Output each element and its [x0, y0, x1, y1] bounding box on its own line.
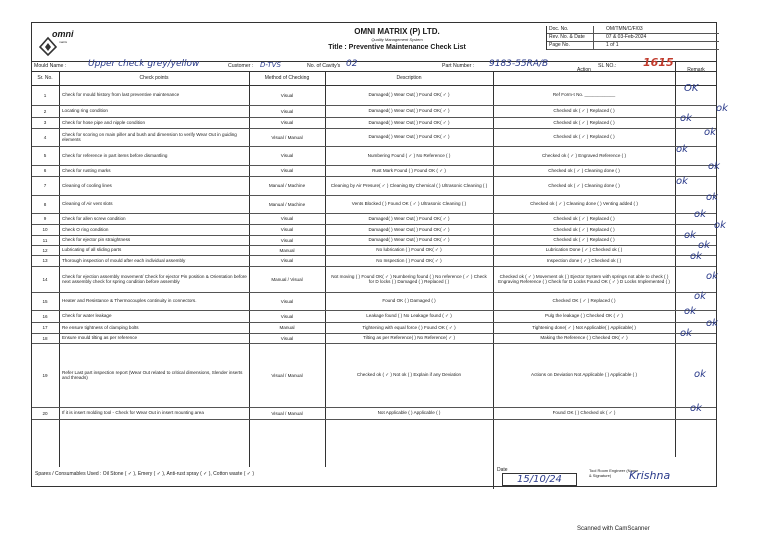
- row-action: Pulg the leakage ( ) Checked OK ( ✓ ): [545, 313, 623, 319]
- row-sn: 3: [43, 120, 47, 125]
- col-method: Method of Checking: [264, 75, 310, 81]
- row-action: Checked ok ( ✓ ) Cleaning done ( ) Venting added ( ): [530, 201, 638, 207]
- row-remark: ok: [694, 208, 706, 220]
- row-action: Checked ok ( ✓ ) Engraved Reference ( ): [541, 152, 627, 158]
- row-method: Visual: [280, 168, 294, 173]
- col-action: Action: [577, 67, 591, 73]
- row-method: Visual / Manual: [271, 410, 303, 416]
- doc-row: [547, 42, 719, 50]
- form-footer: [32, 467, 716, 487]
- row-check-point: Check for ejection assembly movement/ Check for ejector Pin position & Orientation before next assembly check for spring condition before assembly: [62, 273, 247, 284]
- row-check-point: Heater and Resistance & Thermocouples continuity in connectors.: [62, 298, 197, 304]
- doc-value: OM/TMN/C/F/03: [606, 26, 643, 32]
- logo-text: omni: [52, 29, 74, 39]
- row-method: Manual: [279, 325, 295, 330]
- row-check-point: Re ensure tightness of clamping bolts: [62, 324, 139, 330]
- row-remark: ok: [680, 328, 692, 339]
- row-remark: ok: [706, 317, 718, 329]
- row-action: Checked OK ( ✓ ) Replaced ( ): [552, 298, 616, 304]
- row-sn: 5: [43, 153, 47, 158]
- row-check-point: Lubricating of all sliding parts: [62, 247, 122, 253]
- col-check-points: Check points: [139, 75, 169, 81]
- row-method: Visual: [280, 335, 294, 341]
- checklist-sheet: [31, 22, 728, 487]
- doc-key: Page No.: [547, 42, 594, 49]
- row-method: Visual: [280, 298, 294, 304]
- doc-value: 07 & 03-Feb-2024: [606, 34, 647, 40]
- row-method: Visual: [280, 216, 294, 221]
- doc-row: [547, 26, 719, 34]
- row-check-point: Check for water leakage: [62, 313, 112, 319]
- row-action: Ref Form-t No. ____________: [552, 92, 616, 98]
- row-method: Manual: [279, 247, 295, 253]
- row-action: Checked ok ( ✓ ) Replaced ( ): [553, 134, 615, 140]
- part-number-value: 9183-55RA/B: [489, 59, 549, 69]
- company-name: OMNI MATRIX (P) LTD.: [354, 27, 440, 36]
- doc-value: 1 of 1: [606, 42, 619, 48]
- row-remark: ok: [694, 369, 706, 380]
- row-action: Checked ok ( ✓ ) Replaced ( ): [553, 215, 615, 221]
- table-row: [32, 292, 716, 311]
- row-sn: 15: [42, 298, 48, 304]
- row-check-point: If it is insert molding tool - Check for Wear Out in insert mounting area: [62, 410, 204, 416]
- row-sn: 8: [43, 201, 47, 207]
- table-row: [32, 343, 716, 408]
- row-action: Checked ok ( ✓ ) Cleaning done ( ): [548, 167, 620, 173]
- row-remark-cell: [676, 403, 716, 419]
- row-description: Damaged( ) Wear Out( ) Found OK( ✓ ): [368, 134, 450, 140]
- row-sn: 10: [42, 227, 48, 232]
- column-header-row: [32, 67, 716, 86]
- doc-control-box: [546, 26, 719, 50]
- row-sn: 17: [42, 325, 48, 330]
- row-remark: ok: [676, 143, 688, 155]
- row-sn: 20: [42, 410, 48, 416]
- row-remark: ok: [706, 192, 718, 203]
- row-check-point: Cleaning of cooling lines: [62, 182, 112, 188]
- form-title: Title : Preventive Maintenance Check List: [328, 44, 466, 51]
- row-remark: ok: [706, 271, 718, 282]
- col-sn: Sr. No.: [37, 75, 53, 81]
- row-description: Vents Blocked ( ) Found OK ( ✓ ) Ultrasonic Cleaning ( ): [351, 201, 467, 207]
- part-number-label: Part Number :: [442, 63, 475, 69]
- row-remark: ok: [704, 127, 716, 138]
- mould-name-label: Mould Name :: [34, 63, 67, 69]
- row-sn: 4: [43, 134, 47, 140]
- row-action: Checked ok ( ✓ ) Replaced ( ): [553, 226, 615, 232]
- row-method: Manual / Visual: [271, 276, 303, 282]
- doc-row: [547, 34, 719, 42]
- row-sn: 2: [43, 108, 47, 114]
- row-description: Numbering Found ( ✓ ) No Reference ( ): [367, 152, 451, 158]
- cavity-value: 02: [346, 59, 358, 69]
- table-row: [32, 85, 716, 106]
- row-action: Tightening done( ✓ ) Not Applicable( ) Applicable( ): [532, 324, 636, 330]
- row-remark: ok: [716, 103, 728, 114]
- row-method: Visual: [280, 227, 294, 232]
- date-label: Date: [497, 467, 508, 473]
- row-method: Manual / Machine: [268, 201, 306, 207]
- row-remark: ok: [684, 306, 696, 317]
- row-remark: ok: [694, 291, 706, 302]
- row-description: No lubrication ( ) Found OK( ✓ ): [376, 247, 442, 253]
- form-header: [32, 23, 716, 62]
- table-row: [32, 143, 716, 166]
- logo-subtext: matrix: [59, 40, 68, 44]
- row-remark-cell: [676, 292, 716, 310]
- row-action: Checked ok ( ✓ ) Movement ok ( ) Ejector System with springs not able to check ( ) Engraving Reference ( ) Check for D Locks Found OK ( ✓ ) D Locks Implemented ( ): [498, 273, 670, 284]
- row-sn: 7: [43, 183, 47, 188]
- row-sn: 6: [43, 168, 47, 173]
- row-remark: ok: [708, 160, 720, 172]
- row-action: Found OK ( ) Checked ok ( ✓ ): [552, 410, 616, 416]
- row-check-point: Cleaning of Air vent slots: [62, 201, 113, 207]
- col-description: Description: [396, 75, 422, 81]
- row-remark: OK: [684, 83, 699, 94]
- row-method: Visual: [280, 313, 294, 319]
- row-description: Damaged( ) Wear Out( ) Found OK( ✓ ): [368, 92, 450, 98]
- row-description: Damaged( ) Wear Out( ) Found OK( ✓ ): [368, 237, 450, 243]
- row-check-point: Ensure mould tilting as per reference: [62, 335, 138, 341]
- row-check-point: Thorough inspection of mould after each individual assembly: [62, 257, 186, 263]
- row-check-point: Check for reference in part items before dismantling: [62, 152, 168, 158]
- row-remark: ok: [698, 240, 710, 251]
- row-remark: ok: [684, 230, 696, 241]
- row-description: Rust Mark Found ( ) Found OK ( ✓ ): [372, 167, 446, 173]
- row-remark: ok: [714, 219, 726, 231]
- table-row: [32, 192, 718, 214]
- row-method: Visual: [280, 237, 294, 243]
- row-action: Actions on Deviation Not Applicable ( ) Applicable ( ): [531, 372, 637, 378]
- doc-key: Doc. No.: [547, 26, 594, 33]
- doc-key: Rev. No. & Date: [547, 34, 594, 41]
- sl-number-value: 1615: [643, 56, 674, 69]
- row-action: Making the Reference ( ) Checked OK( ✓ ): [540, 335, 628, 341]
- row-check-point: Check for mould history from last preventive maintenance: [62, 92, 180, 98]
- row-method: Visual: [280, 108, 294, 114]
- engineer-label: Tool Room Engineer (Name & Signature): [589, 468, 639, 478]
- row-description: Damaged( ) Wear Out( ) Found OK( ✓ ): [368, 119, 450, 125]
- row-remark: ok: [690, 403, 702, 414]
- row-remark-cell: [676, 85, 716, 105]
- row-sn: 9: [43, 216, 47, 221]
- row-sn: 13: [42, 258, 48, 263]
- row-sn: 16: [42, 313, 48, 319]
- row-method: Visual: [280, 258, 294, 263]
- row-remark: ok: [690, 250, 702, 262]
- row-check-point: Check for allen screw condition: [62, 215, 126, 221]
- engineer-signature: Krishna: [629, 469, 671, 482]
- row-check-point: Check for rusting marks: [62, 167, 111, 173]
- col-remark: Remark: [687, 67, 705, 73]
- row-remark-cell: [676, 328, 716, 343]
- row-method: Visual: [280, 153, 294, 158]
- mould-name-value: Upper check grey/yellow: [88, 59, 200, 69]
- row-remark-cell: [676, 250, 716, 266]
- row-sn: 14: [42, 276, 48, 282]
- row-action: Checked ok ( ✓ ) Cleaning done ( ): [548, 182, 620, 188]
- spares-used: Spares / Consumables Used : Oil Stone ( ✓ ), Emery ( ✓ ), Anti-rust spray ( ✓ ), Cotton waste ( ✓ ): [35, 471, 255, 477]
- row-remark-cell: [676, 208, 716, 224]
- row-description: Tilting as per Reference( ) No Reference( ✓ ): [362, 335, 455, 341]
- row-description: Tightening with equal force ( ) Found OK ( ✓ ): [362, 324, 456, 330]
- row-description: Checked ok ( ✓ ) Not ok ( ) Explain if any Deviation: [356, 372, 462, 378]
- customer-value: D-TVS: [260, 61, 281, 69]
- sl-number-label: SL NO.:: [598, 63, 617, 69]
- row-check-point: Check for hose pipe and nipple condition: [62, 119, 145, 125]
- row-action: Lubrication Done ( ✓ ) Checked ok ( ): [545, 247, 623, 253]
- row-description: Damaged( ) Wear Out( ) Found OK( ✓ ): [368, 215, 450, 221]
- date-value: 15/10/24: [502, 473, 577, 486]
- row-remark-cell: [676, 219, 726, 235]
- row-remark-cell: [676, 343, 716, 407]
- row-method: Visual: [280, 92, 294, 98]
- scanner-watermark: Scanned with CamScanner: [577, 526, 650, 532]
- row-method: Visual: [280, 120, 294, 125]
- row-check-point: Check for ejector pin straightness: [62, 237, 131, 243]
- table-row: [32, 403, 716, 420]
- row-remark: ok: [680, 112, 692, 124]
- row-method: Visual / Manual: [271, 372, 303, 378]
- row-sn: 11: [42, 237, 48, 243]
- row-remark-cell: [676, 160, 720, 176]
- row-action: Checked ok ( ✓ ) Replaced ( ): [553, 237, 615, 243]
- row-description: Not moving ( ) Found OK( ✓ ) Numbering found ( ) No reference ( ✓ ) Check for D locks ( ) Damaged ( ) Replaced ( ): [331, 273, 487, 284]
- row-action: Inspection done ( ✓ ) Checked ok ( ): [546, 257, 622, 263]
- row-method: Visual / Manual: [271, 134, 303, 140]
- row-check-point: Refer Last part inspection report (Wear Out related to critical dimensions, Slender inserts and threads): [62, 369, 243, 380]
- row-method: Manual / Machine: [268, 183, 306, 188]
- table-row: [32, 266, 716, 293]
- row-action: Checked ok ( ✓ ) Replaced ( ): [553, 119, 615, 125]
- table-row: [32, 128, 716, 147]
- row-description: Cleaning by Air Presure( ✓ ) Cleaning By Chemical ( ) Ultrasonic Cleaning ( ): [330, 182, 488, 188]
- row-remark: ok: [676, 175, 688, 187]
- customer-label: Customer :: [228, 63, 254, 69]
- qms-label: Quality Management System: [371, 37, 423, 42]
- cavity-label: No. of Cavity's: [307, 63, 341, 69]
- row-sn: 12: [42, 247, 48, 253]
- row-sn: 19: [42, 372, 48, 378]
- row-check-point: Check for scoring on main piller and bush and dimension to verify Wear Out in guiding elements: [62, 131, 237, 142]
- row-remark-cell: [676, 266, 716, 292]
- row-check-point: Locating ring condition: [62, 108, 108, 114]
- row-description: No Inspection ( ) Found OK( ✓ ): [376, 257, 442, 263]
- row-description: Not Applicable ( ) Applicable ( ): [377, 410, 441, 416]
- row-sn: 18: [42, 335, 48, 341]
- table-row: [32, 176, 716, 196]
- row-sn: 1: [43, 92, 47, 98]
- row-action: Checked ok ( ✓ ) Replaced ( ): [553, 108, 615, 114]
- row-remark-cell: [676, 230, 716, 245]
- row-check-point: Check O ring condition: [62, 226, 109, 232]
- row-description: Damaged( ) Wear Out( ) Found OK( ✓ ): [368, 226, 450, 232]
- row-description: Leakage found ( ) No Leakage found ( ✓ ): [366, 313, 452, 319]
- row-description: Damaged( ) Wear Out( ) Found OK( ✓ ): [368, 108, 450, 114]
- row-description: Found OK ( ) Damaged ( ): [382, 298, 436, 304]
